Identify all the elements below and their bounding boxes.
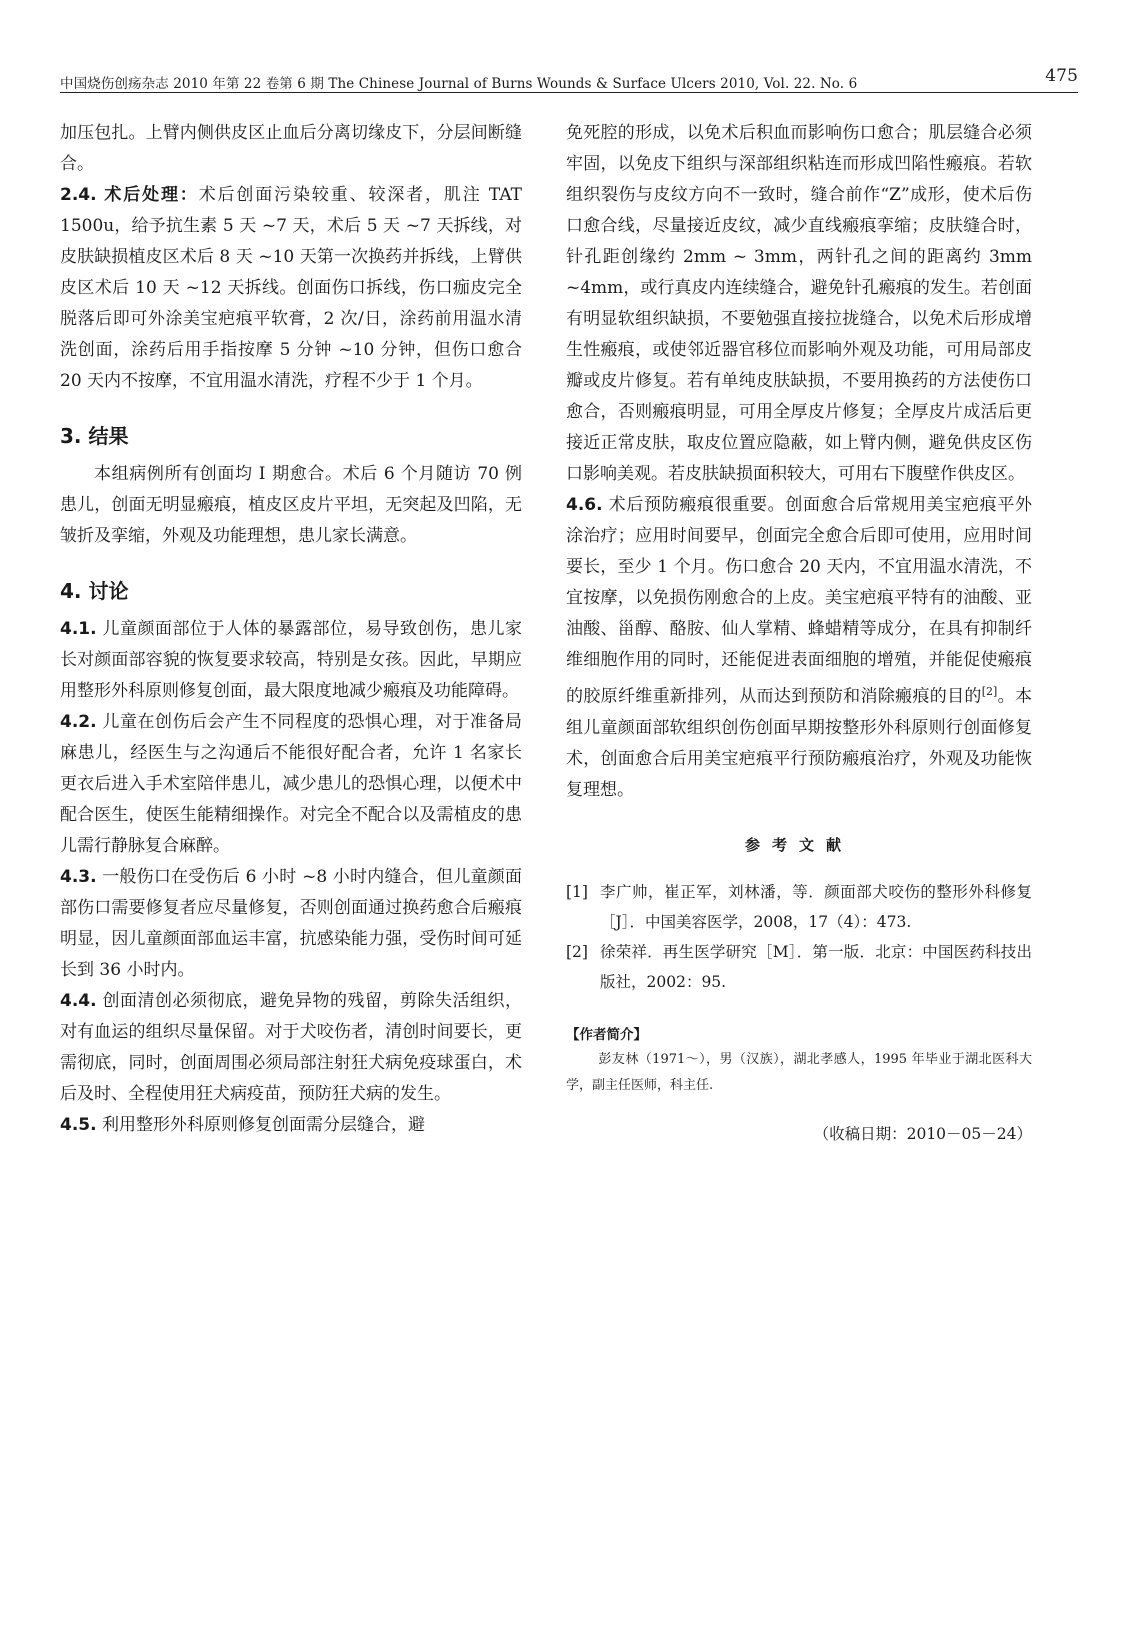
heading-discussion: 4. 讨论 [60,579,129,603]
section-2-4 [60,180,522,397]
section-2-4-text: 术后创面污染较重、较深者，肌注 TAT 1500u，给予抗生素 5 天 ~7 天，术后 5 天 ~7 天拆线，对皮肤缺损植皮区术后 8 天 ~10 天第一次换药并拆线，上臂供皮区术后 10 天 ~12 天拆线。创面伤口拆线，伤口痂皮完全脱落后即可外涂美宝疤痕平软膏，2 次/日，涂药前用温水清洗创面，涂药后用手指按摩 5 分钟 ~10 分钟，但伤口愈合 20 天内不按摩，不宜用温水清洗，疗程不少于 1 个月。 [60,185,523,391]
section-4-1 [60,614,522,707]
section-4-2-text: 儿童在创伤后会产生不同程度的恐惧心理，对于准备局麻患儿，经医生与之沟通后不能很好配合者，允许 1 名家长更衣后进入手术室陪伴患儿，减少患儿的恐惧心理，以便术中配合医生，使医生能精细操作。对完全不配合以及需植皮的患儿需行静脉复合麻醉。 [60,712,522,856]
reference-item [566,937,1032,997]
heading-results: 3. 结果 [60,424,129,448]
reference-item [566,877,1032,937]
section-4-3 [60,862,522,986]
section-4-5-label: 4.5. [60,1115,97,1135]
section-4-3-text: 一般伤口在受伤后 6 小时 ~8 小时内缝合，但儿童颜面部伤口需要修复者应尽量修复，否则创面通过换药愈合后瘢痕明显，因儿童颜面部血运丰富，抗感染能力强，受伤时间可延长到 36 小时内。 [60,867,522,980]
section-4-4 [60,986,522,1110]
paragraph-continued: 加压包扎。上臂内侧供皮区止血后分离切缘皮下，分层间断缝合。 [60,123,522,174]
section-2-4-label: 2.4. 术后处理： [60,185,199,205]
section-4-5-continued: 免死腔的形成，以免术后积血而影响伤口愈合；肌层缝合必须牢固，以免皮下组织与深部组织粘连而形成凹陷性瘢痕。若软组织裂伤与皮纹方向不一致时，缝合前作“Z”成形，使术后伤口愈合线，尽量接近皮纹，减少直线瘢痕挛缩；皮肤缝合时，针孔距创缘约 2mm ~ 3mm，两针孔之间的距离约 3mm ~4mm，或行真皮内连续缝合，避免针孔瘢痕的发生。若创面有明显软组织缺损，不要勉强直接拉拢缝合，以免术后形成增生性瘢痕，或使邻近器官移位而影响外观及功能，可用局部皮瓣或皮片修复。若有单纯皮肤缺损，不要用换药的方法使伤口愈合，否则瘢痕明显，可用全厚皮片修复；全厚皮片成活后更接近正常皮肤，取皮位置应隐蔽，如上臂内侧，避免供皮区伤口影响美观。若皮肤缺损面积较大，可用右下腹壁作供皮区。 [566,123,1032,484]
journal-running-title: 中国烧伤创疡杂志 2010 年第 22 卷第 6 期 The Chinese Journal of Burns Wounds & Surface Ulcers 2010, Vol. 22. No. 6 [60,76,858,92]
section-4-5 [60,1110,522,1141]
section-4-6 [566,490,1032,806]
section-4-3-label: 4.3. [60,867,97,887]
section-4-1-text: 儿童颜面部位于人体的暴露部位，易导致创伤，患儿家长对颜面部容貌的恢复要求较高，特别是女孩。因此，早期应用整形外科原则修复创面，最大限度地减少瘢痕及功能障碍。 [60,619,522,701]
section-4-6-tail: 。本组儿童颜面部软组织创伤创面早期按整形外科原则行创面修复术，创面愈合后用美宝疤痕平行预防瘢痕治疗，外观及功能恢复理想。 [566,686,1033,800]
running-header [60,68,1078,93]
section-4-1-label: 4.1. [60,619,97,639]
author-bio: 彭友林（1971～），男（汉族），湖北孝感人，1995 年毕业于湖北医科大学，副主任医师，科主任. [566,1051,1032,1093]
section-4-2-label: 4.2. [60,712,97,732]
page-number: 475 [1045,66,1078,86]
section-4-2 [60,707,522,862]
author-bio-heading: 【作者简介】 [566,1026,647,1043]
reference-number: [2] [566,942,588,961]
left-column [60,118,522,1141]
section-4-6-label: 4.6. [566,495,603,515]
reference-number: [1] [566,882,588,901]
section-4-4-text: 创面清创必须彻底，避免异物的残留，剪除失活组织，对有血运的组织尽量保留。对于犬咬伤者，清创时间要长，更需彻底，同时，创面周围必须局部注射狂犬病免疫球蛋白，术后及时、全程使用狂犬病疫苗，预防狂犬病的发生。 [60,991,522,1104]
section-4-6-text: 术后预防瘢痕很重要。创面愈合后常规用美宝疤痕平外涂治疗；应用时间要早，创面完全愈合后即可使用，应用时间要长，至少 1 个月。伤口愈合 20 天内，不宜用温水清洗，不宜按摩，以免损伤刚愈合的上皮。美宝疤痕平特有的油酸、亚油酸、甾醇、酪胺、仙人掌精、蜂蜡精等成分，在具有抑制纤维细胞作用的同时，还能促进表面细胞的增殖，并能促使瘢痕的胶原纤维重新排列，从而达到预防和消除瘢痕的目的 [566,495,1032,707]
references-heading: 参考文献 [744,835,853,854]
reference-text: 徐荣祥．再生医学研究［M］．第一版．北京：中国医药科技出版社，2002：95. [600,942,1032,991]
section-4-5-text: 利用整形外科原则修复创面需分层缝合，避 [96,1115,425,1135]
section-4-4-label: 4.4. [60,991,97,1011]
right-column [566,118,1032,1150]
results-paragraph: 本组病例所有创面均 Ⅰ 期愈合。术后 6 个月随访 70 例患儿，创面无明显瘢痕，植皮区皮片平坦，无突起及凹陷，无皱折及挛缩，外观及功能理想，患儿家长满意。 [60,464,522,546]
received-date: （收稿日期：2010－05－24） [813,1124,1032,1143]
reference-text: 李广帅，崔正军，刘林潘，等．颜面部犬咬伤的整形外科修复［J］．中国美容医学，2008，17（4）：473. [600,882,1032,931]
citation-mark: [2] [981,685,998,698]
